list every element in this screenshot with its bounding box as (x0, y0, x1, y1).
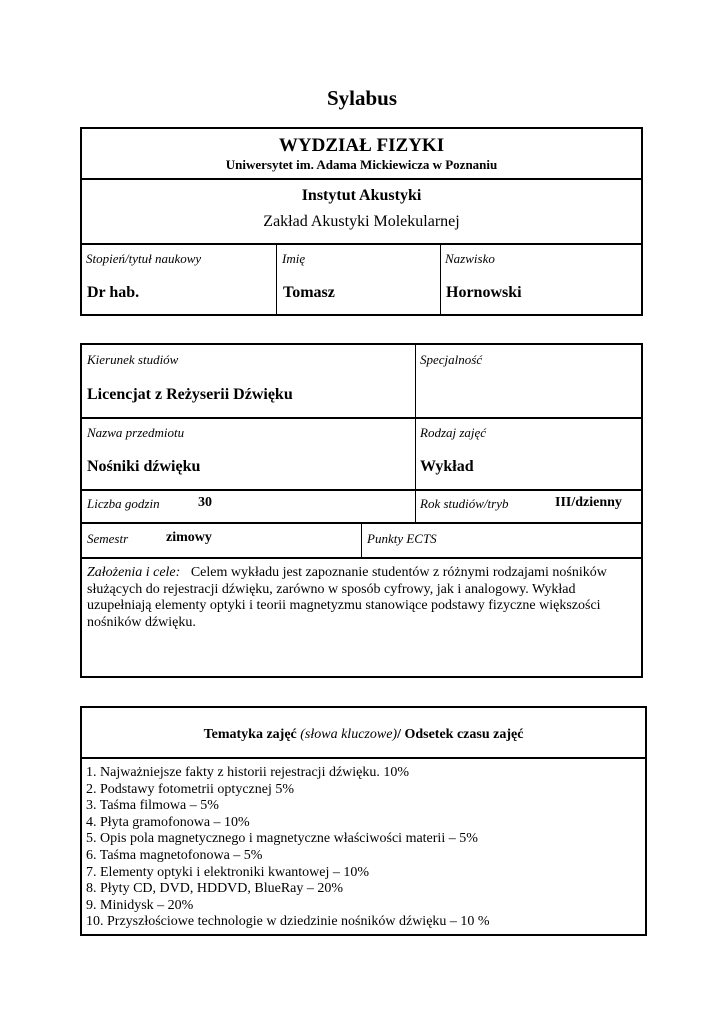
goals-label: Założenia i cele: (87, 565, 181, 580)
divider (415, 345, 416, 523)
subject-label: Nazwa przedmiotu (87, 425, 185, 440)
divider (440, 243, 441, 316)
list-item: 7. Elementy optyki i elektroniki kwantowej – 10% (86, 864, 370, 880)
subject-value: Nośniki dźwięku (87, 458, 201, 475)
degree-value: Dr hab. (87, 284, 140, 301)
class-type-value: Wykład (420, 458, 474, 475)
year-label: Rok studiów/tryb (420, 496, 509, 511)
topics-heading-text: Tematyka zajęć (203, 727, 301, 742)
divider (361, 522, 362, 557)
class-type-label: Rodzaj zajęć (420, 425, 487, 440)
field-value: Licencjat z Reżyserii Dźwięku (87, 386, 293, 403)
divider (82, 757, 645, 759)
list-item: 3. Taśma filmowa – 5% (86, 798, 219, 814)
list-item: 1. Najważniejsze fakty z historii rejestracji dźwięku. 10% (86, 765, 410, 780)
faculty-name: WYDZIAŁ FIZYKI (278, 135, 445, 156)
goals-section (87, 565, 637, 631)
year-value: III/dzienny (555, 495, 622, 510)
specialty-label: Specjalność (420, 352, 483, 367)
hours-label: Liczba godzin (87, 496, 160, 511)
ects-label: Punkty ECTS (367, 531, 437, 546)
last-name-value: Hornowski (446, 284, 522, 301)
first-name-value: Tomasz (283, 284, 335, 301)
divider (82, 489, 641, 491)
divider (276, 243, 277, 316)
list-item: 6. Taśma magnetofonowa – 5% (86, 847, 263, 863)
institute-name: Instytut Akustyki (301, 187, 422, 204)
semester-value: zimowy (166, 530, 212, 545)
list-item: 2. Podstawy fotometrii optycznej 5% (86, 781, 295, 797)
divider (82, 557, 641, 559)
first-name-label: Imię (282, 251, 306, 266)
topics-list (86, 765, 490, 931)
course-table (80, 343, 643, 678)
topics-heading-italic: (słowa kluczowe) (300, 727, 398, 742)
list-item: 4. Płyta gramofonowa – 10% (86, 814, 250, 830)
list-item: 5. Opis pola magnetycznego i magnetyczne właściwości materii – 5% (86, 831, 478, 847)
list-item: 9. Minidysk – 20% (86, 897, 194, 913)
page-title: Sylabus (326, 86, 398, 110)
topics-heading (82, 727, 645, 743)
header-table (80, 127, 643, 316)
list-item: 8. Płyty CD, DVD, HDDVD, BlueRay – 20% (86, 881, 344, 897)
topics-heading-suffix: / Odsetek czasu zajęć (397, 727, 524, 742)
degree-label: Stopień/tytuł naukowy (86, 251, 202, 266)
last-name-label: Nazwisko (445, 251, 495, 266)
university-name: Uniwersytet im. Adama Mickiewicza w Poznaniu (225, 157, 498, 172)
divider (82, 417, 641, 419)
goals-text: Celem wykładu jest zapoznanie studentów z różnymi rodzajami nośników służących do rejestracji dźwięku, zarówno w sposób cyfrowy, jak i analogowy. Wykład uzupełniają elementy optyki i teorii magnetyzmu stanowiące podstawy fizyczne większości nośników dźwięku. (87, 565, 607, 630)
field-label: Kierunek studiów (87, 352, 179, 367)
department-name: Zakład Akustyki Molekularnej (263, 213, 460, 230)
divider (82, 243, 641, 245)
list-item: 10. Przyszłościowe technologie w dziedzinie nośników dźwięku – 10 % (86, 914, 490, 930)
hours-value: 30 (198, 495, 212, 510)
semester-label: Semestr (87, 531, 129, 546)
topics-table (80, 706, 647, 936)
divider (82, 178, 641, 180)
